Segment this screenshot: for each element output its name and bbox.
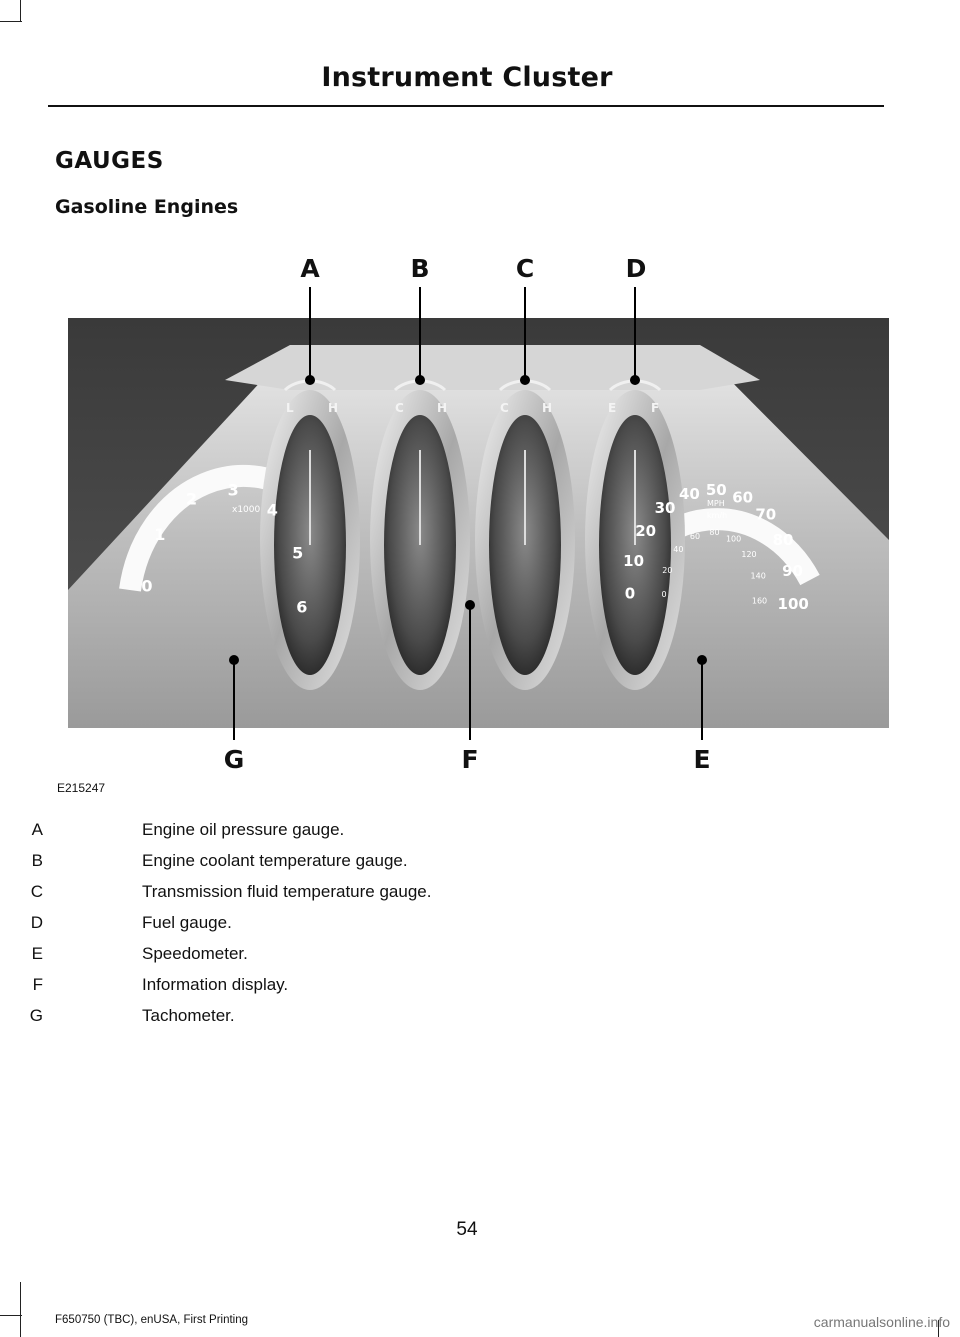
legend-item [0, 975, 900, 1005]
figure-id: E215247 [57, 781, 106, 795]
legend-text: Engine coolant temperature gauge. [142, 851, 408, 870]
legend-key: D [30, 913, 43, 932]
legend-text: Information display. [142, 975, 289, 994]
legend-text: Speedometer. [142, 944, 248, 963]
section-subheading: Gasoline Engines [55, 196, 239, 218]
crop-mark [20, 1282, 21, 1337]
legend-text: Fuel gauge. [142, 913, 232, 932]
oil-pressure-pod [260, 390, 360, 690]
callout-label-c: C [515, 254, 535, 283]
legend-key: G [29, 1006, 43, 1025]
speedometer-kmh-tick-label: 160 [751, 596, 768, 606]
legend-item [0, 1006, 900, 1036]
speedometer-mph-tick-label: 70 [755, 505, 777, 524]
oil-low-label: L [286, 401, 294, 415]
footer-text: F650750 (TBC), enUSA, First Printing [55, 1314, 249, 1326]
legend-item [0, 820, 900, 850]
legend-item [0, 882, 900, 912]
callout-label-a: A [300, 254, 320, 283]
transmission-temp-pod [475, 390, 575, 690]
header-divider [48, 105, 884, 107]
callout-label-d: D [625, 254, 647, 283]
legend-text: Tachometer. [142, 1006, 235, 1025]
coolant-cold-label: C [395, 401, 404, 415]
tachometer-tick-label: 0 [141, 576, 153, 596]
oil-high-label: H [328, 401, 339, 415]
callout-label-b: B [410, 254, 430, 283]
page-number: 54 [456, 1219, 478, 1240]
callout-label-g: G [223, 745, 245, 774]
legend-text: Transmission fluid temperature gauge. [142, 882, 432, 901]
speedometer-mph-tick-label: 30 [654, 499, 676, 518]
crop-mark [0, 21, 22, 22]
hood-top [225, 345, 760, 390]
speedometer-kmh-tick-label: 60 [689, 531, 701, 541]
fuel-empty-label: E [608, 401, 617, 415]
speedometer-kmh-tick-label: 80 [709, 528, 720, 538]
legend-key: A [31, 820, 43, 839]
legend-text: Engine oil pressure gauge. [142, 820, 345, 839]
tachometer-tick-label: 6 [296, 597, 308, 617]
cluster-illustration [0, 240, 960, 800]
transmission-hot-label: H [542, 401, 553, 415]
transmission-cold-label: C [500, 401, 509, 415]
speedometer-kmh-tick-label: 40 [673, 545, 684, 555]
speedometer-mph-tick-label: 60 [732, 488, 754, 507]
callout-label-e: E [693, 745, 711, 774]
legend-key: C [30, 882, 43, 901]
speed-unit-kmh: km/h [707, 511, 728, 520]
fuel-full-label: F [651, 401, 660, 415]
speedometer-kmh-tick-label: 0 [661, 590, 667, 600]
legend-key: F [32, 975, 43, 994]
tachometer-tick-label: 1 [154, 525, 166, 544]
legend-item [0, 851, 900, 881]
coolant-hot-label: H [437, 401, 448, 415]
crop-mark [20, 0, 21, 22]
section-heading: GAUGES [55, 148, 164, 174]
crop-mark [0, 1315, 22, 1316]
instrument-cluster-figure [0, 240, 960, 800]
speedometer-mph-tick-label: 100 [777, 594, 809, 613]
legend-item [0, 944, 900, 974]
legend-item [0, 913, 900, 943]
page-header-title: Instrument Cluster [321, 62, 613, 93]
speedometer-mph-tick-label: 20 [635, 522, 657, 541]
tachometer-tick-label: 3 [227, 480, 239, 500]
tachometer-tick-label: 5 [292, 543, 304, 563]
speedometer-kmh-tick-label: 120 [741, 549, 757, 559]
legend-key: B [31, 851, 43, 870]
legend-key: E [31, 944, 43, 963]
coolant-temp-pod [370, 390, 470, 690]
watermark: carmanualsonline.info [813, 1314, 950, 1330]
speedometer-kmh-tick-label: 100 [725, 534, 742, 544]
speedometer-mph-tick-label: 10 [623, 551, 645, 570]
speedometer-mph-tick-label: 90 [782, 561, 803, 580]
speedometer-mph-tick-label: 0 [624, 584, 636, 603]
speedometer-kmh-tick-label: 20 [662, 565, 673, 575]
speedometer-kmh-tick-label: 140 [750, 571, 766, 581]
speedometer-mph-tick-label: 40 [678, 484, 700, 503]
speed-unit-mph: MPH [707, 499, 725, 508]
tachometer-unit-label: x1000 [232, 505, 261, 515]
speedometer-mph-tick-label: 80 [772, 531, 794, 549]
speedometer-mph-tick-label: 50 [705, 481, 727, 500]
callout-label-f: F [461, 745, 479, 774]
tachometer-tick-label: 2 [186, 489, 198, 509]
tachometer-tick-label: 4 [266, 500, 278, 520]
